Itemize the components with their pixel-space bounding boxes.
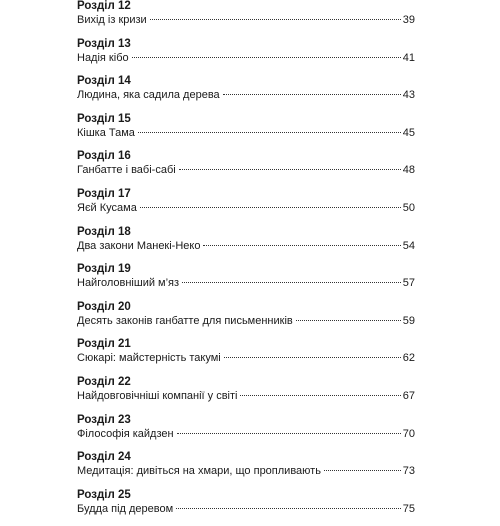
page-number: 57 bbox=[402, 277, 415, 290]
toc-line bbox=[77, 127, 415, 140]
page-number: 73 bbox=[402, 465, 415, 478]
dot-leader bbox=[203, 245, 400, 246]
dot-leader bbox=[132, 57, 401, 58]
toc-line bbox=[77, 428, 415, 441]
toc-line bbox=[77, 89, 415, 102]
chapter-title: Будда під деревом bbox=[77, 502, 174, 515]
page-number: 43 bbox=[402, 89, 415, 102]
page-number: 41 bbox=[402, 51, 415, 64]
chapter-number: Розділ 13 bbox=[77, 37, 131, 50]
page-number: 62 bbox=[402, 352, 415, 365]
toc-line bbox=[77, 390, 415, 403]
page-number: 70 bbox=[402, 427, 415, 440]
chapter-title: Два закони Манекі-Неко bbox=[77, 239, 201, 252]
toc-line bbox=[77, 164, 415, 177]
dot-leader bbox=[240, 395, 400, 396]
chapter-title: Вихід із кризи bbox=[77, 14, 147, 26]
dot-leader bbox=[179, 169, 401, 170]
page-number: 75 bbox=[402, 502, 415, 515]
dot-leader bbox=[223, 94, 401, 95]
toc-line bbox=[77, 202, 415, 215]
dot-leader bbox=[224, 357, 401, 358]
page-number: 45 bbox=[402, 126, 415, 139]
toc-entry[interactable] bbox=[77, 75, 415, 113]
page-number: 39 bbox=[402, 14, 415, 26]
dot-leader bbox=[150, 19, 401, 20]
toc-line bbox=[77, 52, 415, 65]
page-number: 67 bbox=[402, 389, 415, 402]
toc-entry[interactable] bbox=[77, 188, 415, 226]
chapter-title: Філософія кайдзен bbox=[77, 427, 174, 440]
chapter-number: Розділ 21 bbox=[77, 338, 131, 351]
toc-entry[interactable] bbox=[77, 376, 415, 414]
table-of-contents bbox=[77, 0, 415, 526]
chapter-title: Кішка Тама bbox=[77, 126, 135, 139]
chapter-number: Розділ 24 bbox=[77, 451, 131, 464]
chapter-title: Медитація: дивіться на хмари, що пропливають bbox=[77, 465, 321, 478]
chapter-number: Розділ 14 bbox=[77, 75, 131, 88]
toc-entry[interactable] bbox=[77, 226, 415, 264]
chapter-title: Найголовніший м’яз bbox=[77, 277, 180, 290]
toc-line bbox=[77, 277, 415, 290]
dot-leader bbox=[176, 508, 401, 509]
chapter-number: Розділ 22 bbox=[77, 375, 131, 388]
toc-line bbox=[77, 240, 415, 253]
dot-leader bbox=[140, 207, 401, 208]
chapter-title: Яєй Кусама bbox=[77, 201, 137, 214]
chapter-number: Розділ 16 bbox=[77, 150, 131, 163]
toc-entry[interactable] bbox=[77, 338, 415, 376]
toc-line bbox=[77, 315, 415, 328]
chapter-title: Надія кібо bbox=[77, 51, 129, 64]
toc-entry[interactable] bbox=[77, 0, 415, 38]
page-number: 54 bbox=[402, 239, 415, 252]
toc-line bbox=[77, 352, 415, 365]
toc-entry[interactable] bbox=[77, 489, 415, 526]
page-number: 50 bbox=[402, 201, 415, 214]
toc-entry[interactable] bbox=[77, 414, 415, 452]
page-number: 48 bbox=[402, 164, 415, 177]
chapter-number: Розділ 20 bbox=[77, 300, 131, 313]
dot-leader bbox=[296, 320, 401, 321]
chapter-number: Розділ 17 bbox=[77, 187, 131, 200]
chapter-number: Розділ 23 bbox=[77, 413, 131, 426]
page-number: 59 bbox=[402, 314, 415, 327]
dot-leader bbox=[182, 282, 401, 283]
toc-line bbox=[77, 465, 415, 478]
toc-entry[interactable] bbox=[77, 263, 415, 301]
chapter-title: Людина, яка садила дерева bbox=[77, 89, 220, 102]
dot-leader bbox=[324, 470, 401, 471]
toc-line bbox=[77, 503, 415, 516]
toc-entry[interactable] bbox=[77, 451, 415, 489]
chapter-number: Розділ 15 bbox=[77, 112, 131, 125]
dot-leader bbox=[138, 132, 401, 133]
toc-line bbox=[77, 14, 415, 27]
toc-entry[interactable] bbox=[77, 113, 415, 151]
chapter-number: Розділ 12 bbox=[77, 0, 131, 12]
chapter-title: Сюкарі: майстерність такумі bbox=[77, 352, 221, 365]
chapter-title: Десять законів ганбатте для письменників bbox=[77, 314, 293, 327]
chapter-title: Найдовговічніші компанії у світі bbox=[77, 389, 238, 402]
toc-entry[interactable] bbox=[77, 150, 415, 188]
chapter-title: Ганбатте і вабі-сабі bbox=[77, 164, 176, 177]
chapter-number: Розділ 19 bbox=[77, 263, 131, 276]
chapter-number: Розділ 25 bbox=[77, 488, 131, 501]
chapter-number: Розділ 18 bbox=[77, 225, 131, 238]
toc-entry[interactable] bbox=[77, 301, 415, 339]
toc-entry[interactable] bbox=[77, 38, 415, 76]
dot-leader bbox=[177, 433, 401, 434]
